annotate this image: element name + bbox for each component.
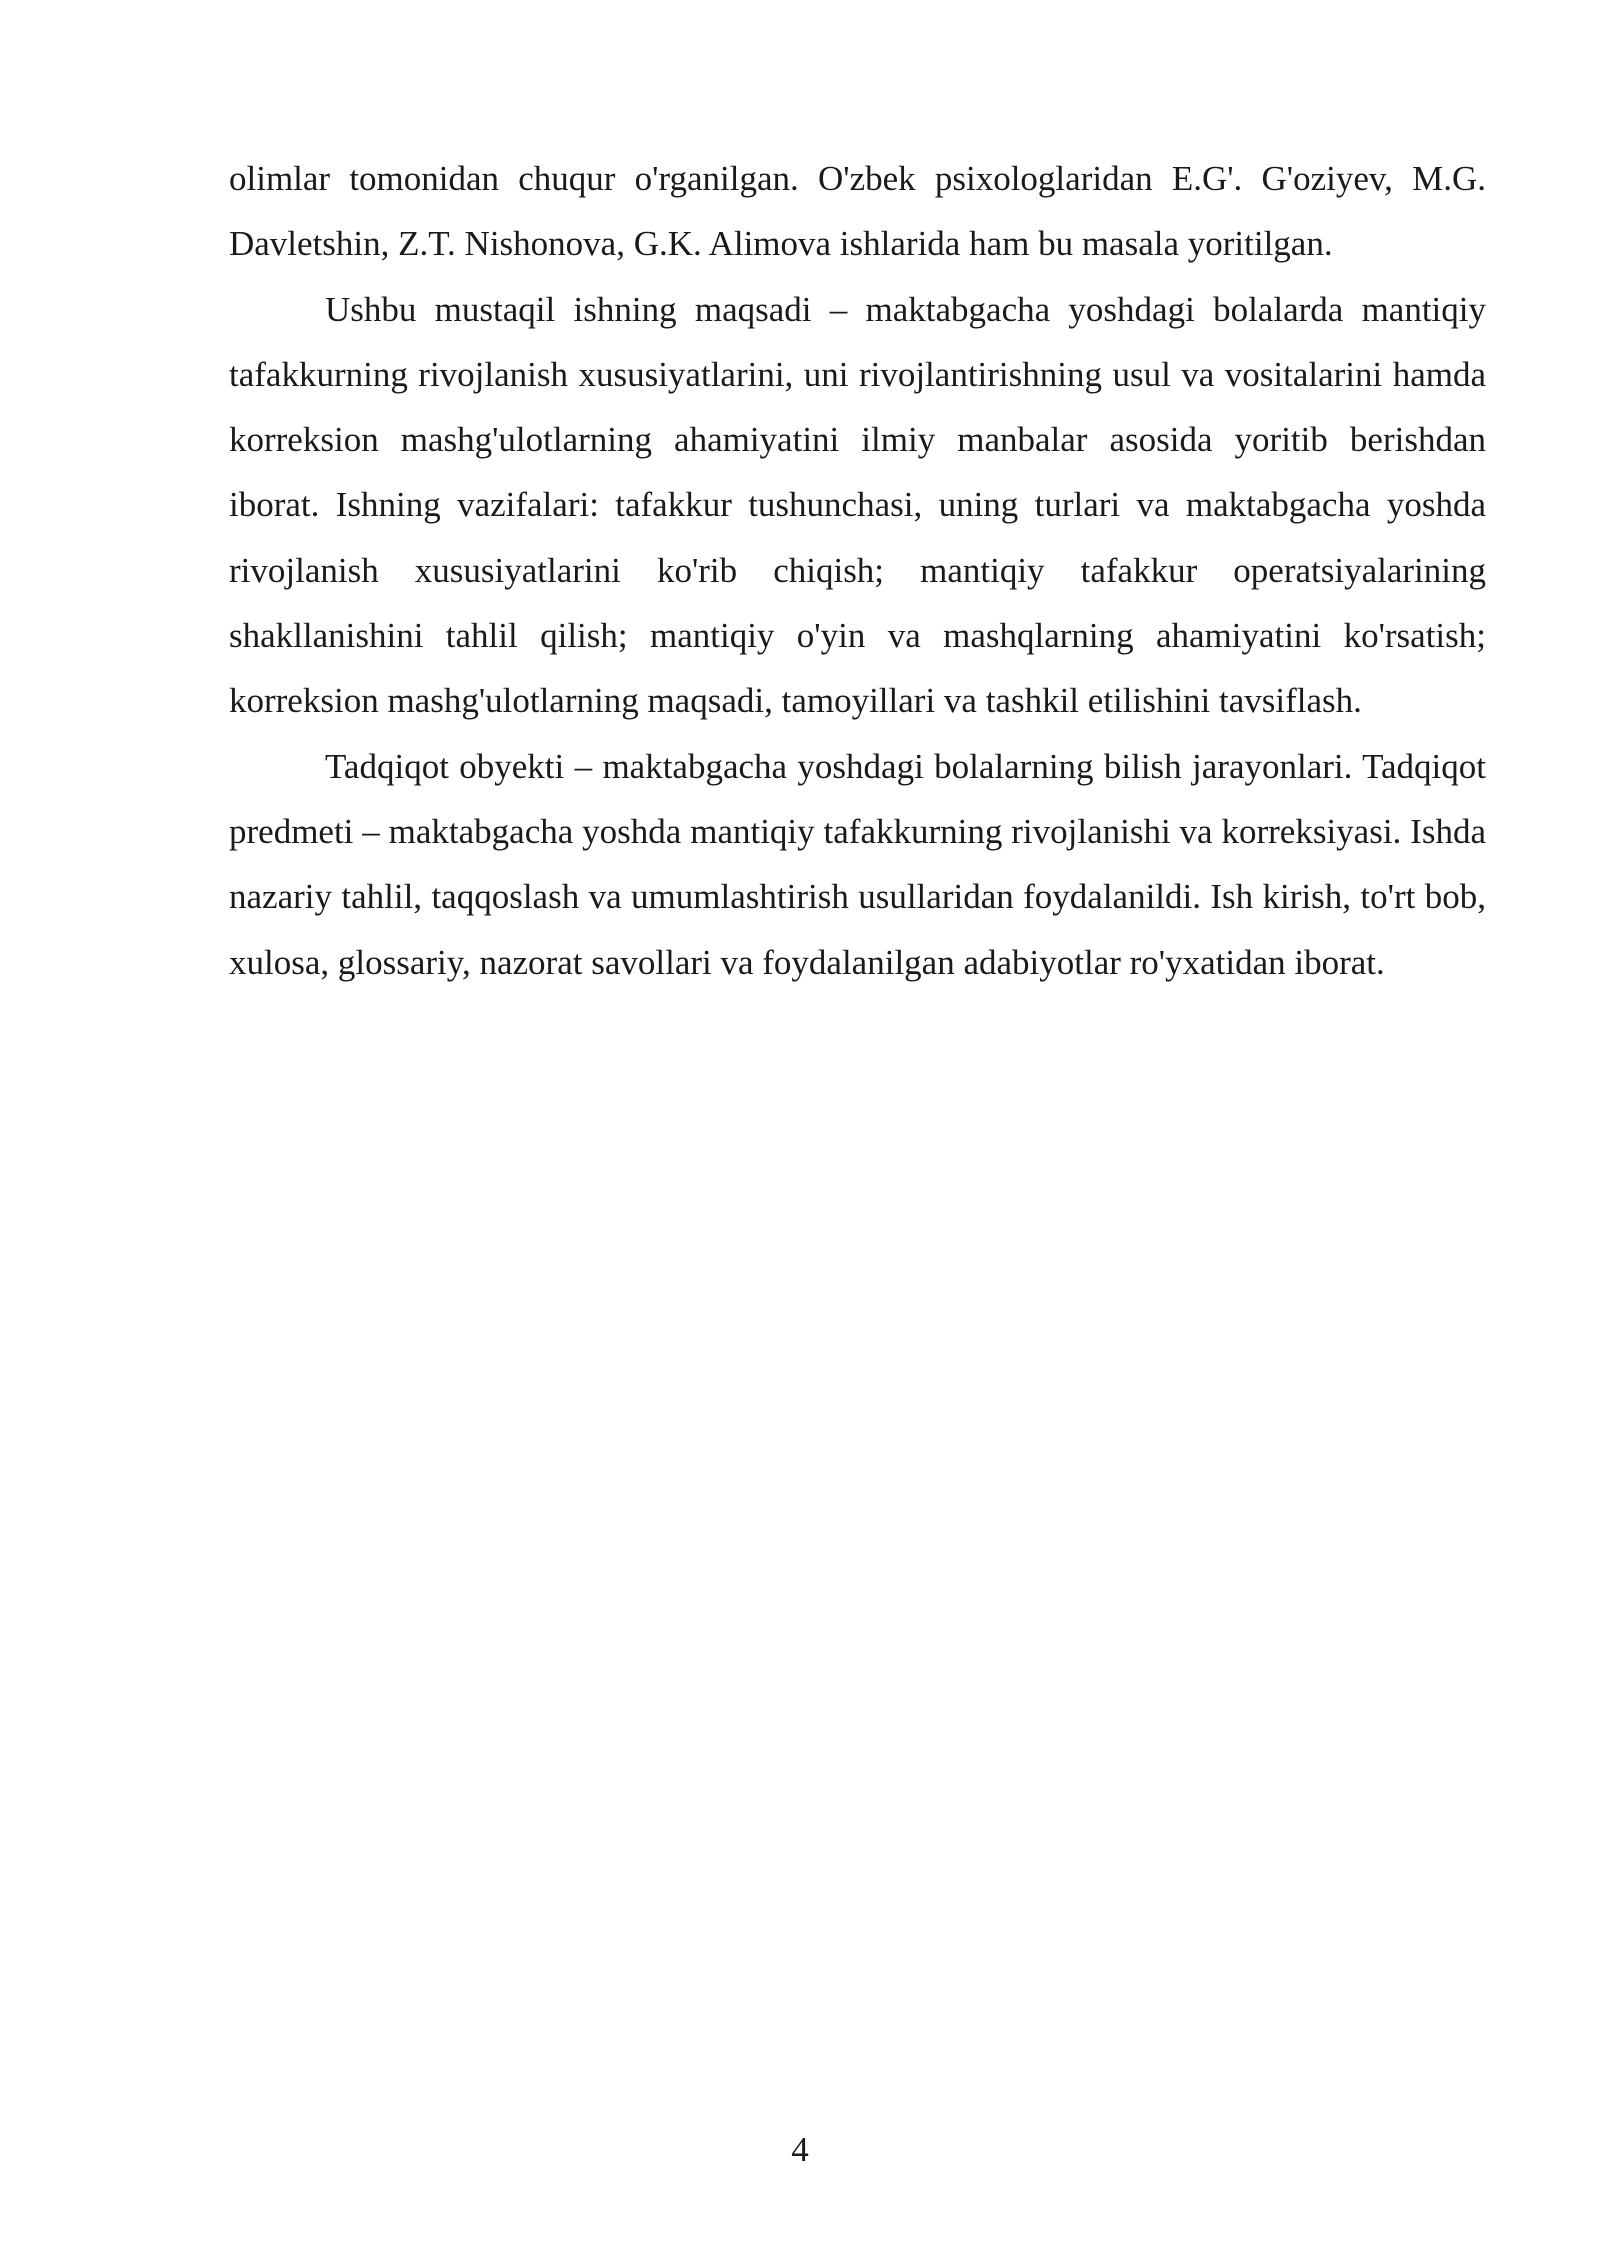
paragraph-continuation: olimlar tomonidan chuqur o'rganilgan. O'zbek psixologlaridan E.G'. G'oziyev, M.G. Davletshin, Z.T. Nishonova, G.K. Alimova ishlarida ham bu masala yoritilgan. — [229, 159, 1486, 264]
page-number: 4 — [791, 2130, 809, 2169]
body-text — [229, 146, 1486, 995]
paragraph-research-object: Tadqiqot obyekti – maktabgacha yoshdagi bolalarning bilish jarayonlari. Tadqiqot predmeti – maktabgacha yoshda mantiqiy tafakkurning rivojlanishi va korreksiyasi. Ishda nazariy tahlil, taqqoslash va umumlashtirish usullaridan foydalanildi. Ish kirish, to'rt bob, xulosa, glossariy, nazorat savollari va foydalanilgan adabiyotlar ro'yxatidan iborat. — [229, 746, 1486, 982]
paragraph-purpose: Ushbu mustaqil ishning maqsadi – maktabgacha yoshdagi bolalarda mantiqiy tafakkurning rivojlanish xususiyatlarini, uni rivojlantirishning usul va vositalarini hamda korreksion mashg'ulotlarning ahamiyatini ilmiy manbalar asosida yoritib berishdan iborat. Ishning vazifalari: tafakkur tushunchasi, uning turlari va maktabgacha yoshda rivojlanish xususiyatlarini ko'rib chiqish; mantiqiy tafakkur operatsiyalarining shakllanishini tahlil qilish; mantiqiy o'yin va mashqlarning ahamiyatini ko'rsatish; korreksion mashg'ulotlarning maqsadi, tamoyillari va tashkil etilishini tavsiflash. — [229, 289, 1486, 721]
